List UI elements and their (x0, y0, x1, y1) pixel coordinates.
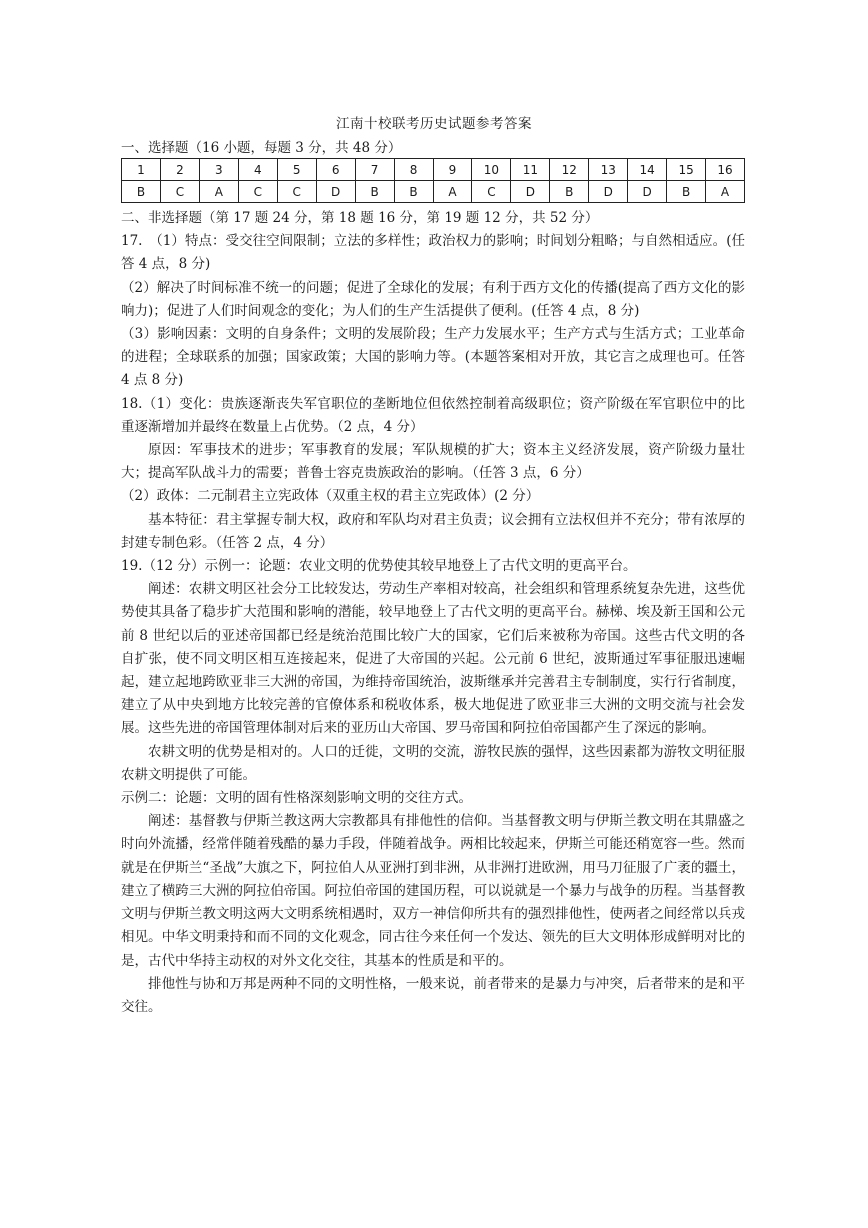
section-heading-multiple-choice: 一、选择题（16 小题，每题 3 分，共 48 分） (121, 140, 402, 156)
answer-cell: B (122, 181, 161, 203)
question-number: 10 (472, 159, 511, 181)
question-number: 15 (667, 159, 706, 181)
question-number: 6 (316, 159, 355, 181)
answer-cell: D (316, 181, 355, 203)
answer-paragraph: 17. （1）特点：受交往空间限制；立法的多样性；政治权力的影响；时间划分粗略；与自然相适应。(任答 4 点，8 分) (121, 233, 745, 273)
question-number: 1 (122, 159, 161, 181)
answer-body (121, 207, 745, 1019)
answer-paragraph: （3）影响因素：文明的自身条件；文明的发展阶段；生产力发展水平；生产方式与生活方式；工业革命的进程；全球联系的加强；国家政策；大国的影响力等。(本题答案相对开放，其它言之成理也可。任答 4 点 8 分) (121, 326, 745, 389)
question-number: 3 (199, 159, 238, 181)
answer-row (122, 181, 745, 203)
answer-cell: B (667, 181, 706, 203)
answer-cell: B (355, 181, 394, 203)
question-number: 12 (550, 159, 589, 181)
question-number: 7 (355, 159, 394, 181)
answer-paragraph: 19.（12 分）示例一：论题：农业文明的优势使其较早地登上了古代文明的更高平台。 (121, 558, 637, 575)
answer-paragraph: 阐述：农耕文明区社会分工比较发达，劳动生产率相对较高，社会组织和管理系统复杂先进，这些优势使其具备了稳步扩大范围和影响的潜能，较早地登上了古代文明的更高平台。赫梯、埃及新王国和公元前 8 世纪以后的亚述帝国都已经是统治范围比较广大的国家，它们后来被称为帝国。这些古代文明的各自扩张，使不同文明区相互连接起来，促进了大帝国的兴起。公元前 6 世纪，波斯通过军事征服迅速崛起，建立起地跨欧亚非三大洲的帝国，为维持帝国统治，波斯继承并完善君主专制制度，实行行省制度，建立了从中央到地方比较完善的官僚体系和税收体系，极大地促进了欧亚非三大洲的文明交流与社会发展。这些先进的帝国管理体制对后来的亚历山大帝国、罗马帝国和阿拉伯帝国都产生了深远的影响。 (121, 581, 745, 737)
question-number: 13 (589, 159, 628, 181)
answer-cell: B (550, 181, 589, 203)
section-heading-non-choice: 二、非选择题（第 17 题 24 分，第 18 题 16 分，第 19 题 12 分，共 52 分） (121, 210, 599, 226)
question-number: 4 (238, 159, 277, 181)
answer-cell: A (706, 181, 745, 203)
answer-cell: A (199, 181, 238, 203)
answer-cell: D (589, 181, 628, 203)
answer-cell: C (160, 181, 199, 203)
question-number: 8 (394, 159, 433, 181)
answer-paragraph: 阐述：基督教与伊斯兰教这两大宗教都具有排他性的信仰。当基督教文明与伊斯兰教文明在其鼎盛之时向外流播，经常伴随着残酷的暴力手段，伴随着战争。两相比较起来，伊斯兰可能还稍宽容一些。然而就是在伊斯兰“圣战”大旗之下，阿拉伯人从亚洲打到非洲，从非洲打进欧洲，用马刀征服了广袤的疆土，建立了横跨三大洲的阿拉伯帝国。阿拉伯帝国的建国历程，可以说就是一个暴力与战争的历程。当基督教文明与伊斯兰教文明这两大文明系统相遇时，双方一神信仰所共有的强烈排他性，使两者之间经常以兵戎相见。中华文明秉持和而不同的文化观念，同古往今来任何一个发达、领先的巨大文明体形成鲜明对比的是，古代中华持主动权的对外文化交往，其基本的性质是和平的。 (121, 813, 745, 969)
answer-paragraph: 排他性与协和万邦是两种不同的文明性格，一般来说，前者带来的是暴力与冲突，后者带来的是和平交往。 (121, 975, 745, 1015)
answer-table (121, 158, 745, 203)
question-number: 11 (511, 159, 550, 181)
answer-paragraph: 原因：军事技术的进步；军事教育的发展；军队规模的扩大；资本主义经济发展，资产阶级力量壮大；提高军队战斗力的需要；普鲁士容克贵族政治的影响。（任答 3 点，6 分） (121, 442, 745, 482)
answer-paragraph: 18.（1）变化：贵族逐渐丧失军官职位的垄断地位但依然控制着高级职位；资产阶级在军官职位中的比重逐渐增加并最终在数量上占优势。（2 点，4 分） (121, 395, 745, 435)
question-number: 2 (160, 159, 199, 181)
question-number: 14 (628, 159, 667, 181)
answer-paragraph: （2）政体：二元制君主立宪政体（双重主权的君主立宪政体）(2 分） (121, 488, 540, 505)
answer-paragraph: 示例二：论题：文明的固有性格深刻影响文明的交往方式。 (121, 790, 472, 807)
answer-paragraph: 农耕文明的优势是相对的。人口的迁徙，文明的交流，游牧民族的强悍，这些因素都为游牧文明征服农耕文明提供了可能。 (121, 743, 745, 783)
answer-cell: D (628, 181, 667, 203)
document-title: 江南十校联考历史试题参考答案 (336, 116, 532, 132)
answer-cell: A (433, 181, 472, 203)
answer-cell: C (238, 181, 277, 203)
answer-cell: C (277, 181, 316, 203)
answer-paragraph: 基本特征：君主掌握专制大权，政府和军队均对君主负责；议会拥有立法权但并不充分；带有浓厚的封建专制色彩。（任答 2 点，4 分） (121, 511, 745, 551)
answer-cell: B (394, 181, 433, 203)
answer-paragraph: （2）解决了时间标准不统一的问题；促进了全球化的发展；有利于西方文化的传播(提高了西方文化的影响力)；促进了人们时间观念的变化；为人们的生产生活提供了便利。(任答 4 点，8 分) (121, 279, 745, 319)
question-number: 5 (277, 159, 316, 181)
question-number: 9 (433, 159, 472, 181)
question-number-row (122, 159, 745, 181)
answer-cell: D (511, 181, 550, 203)
answer-cell: C (472, 181, 511, 203)
question-number: 16 (706, 159, 745, 181)
